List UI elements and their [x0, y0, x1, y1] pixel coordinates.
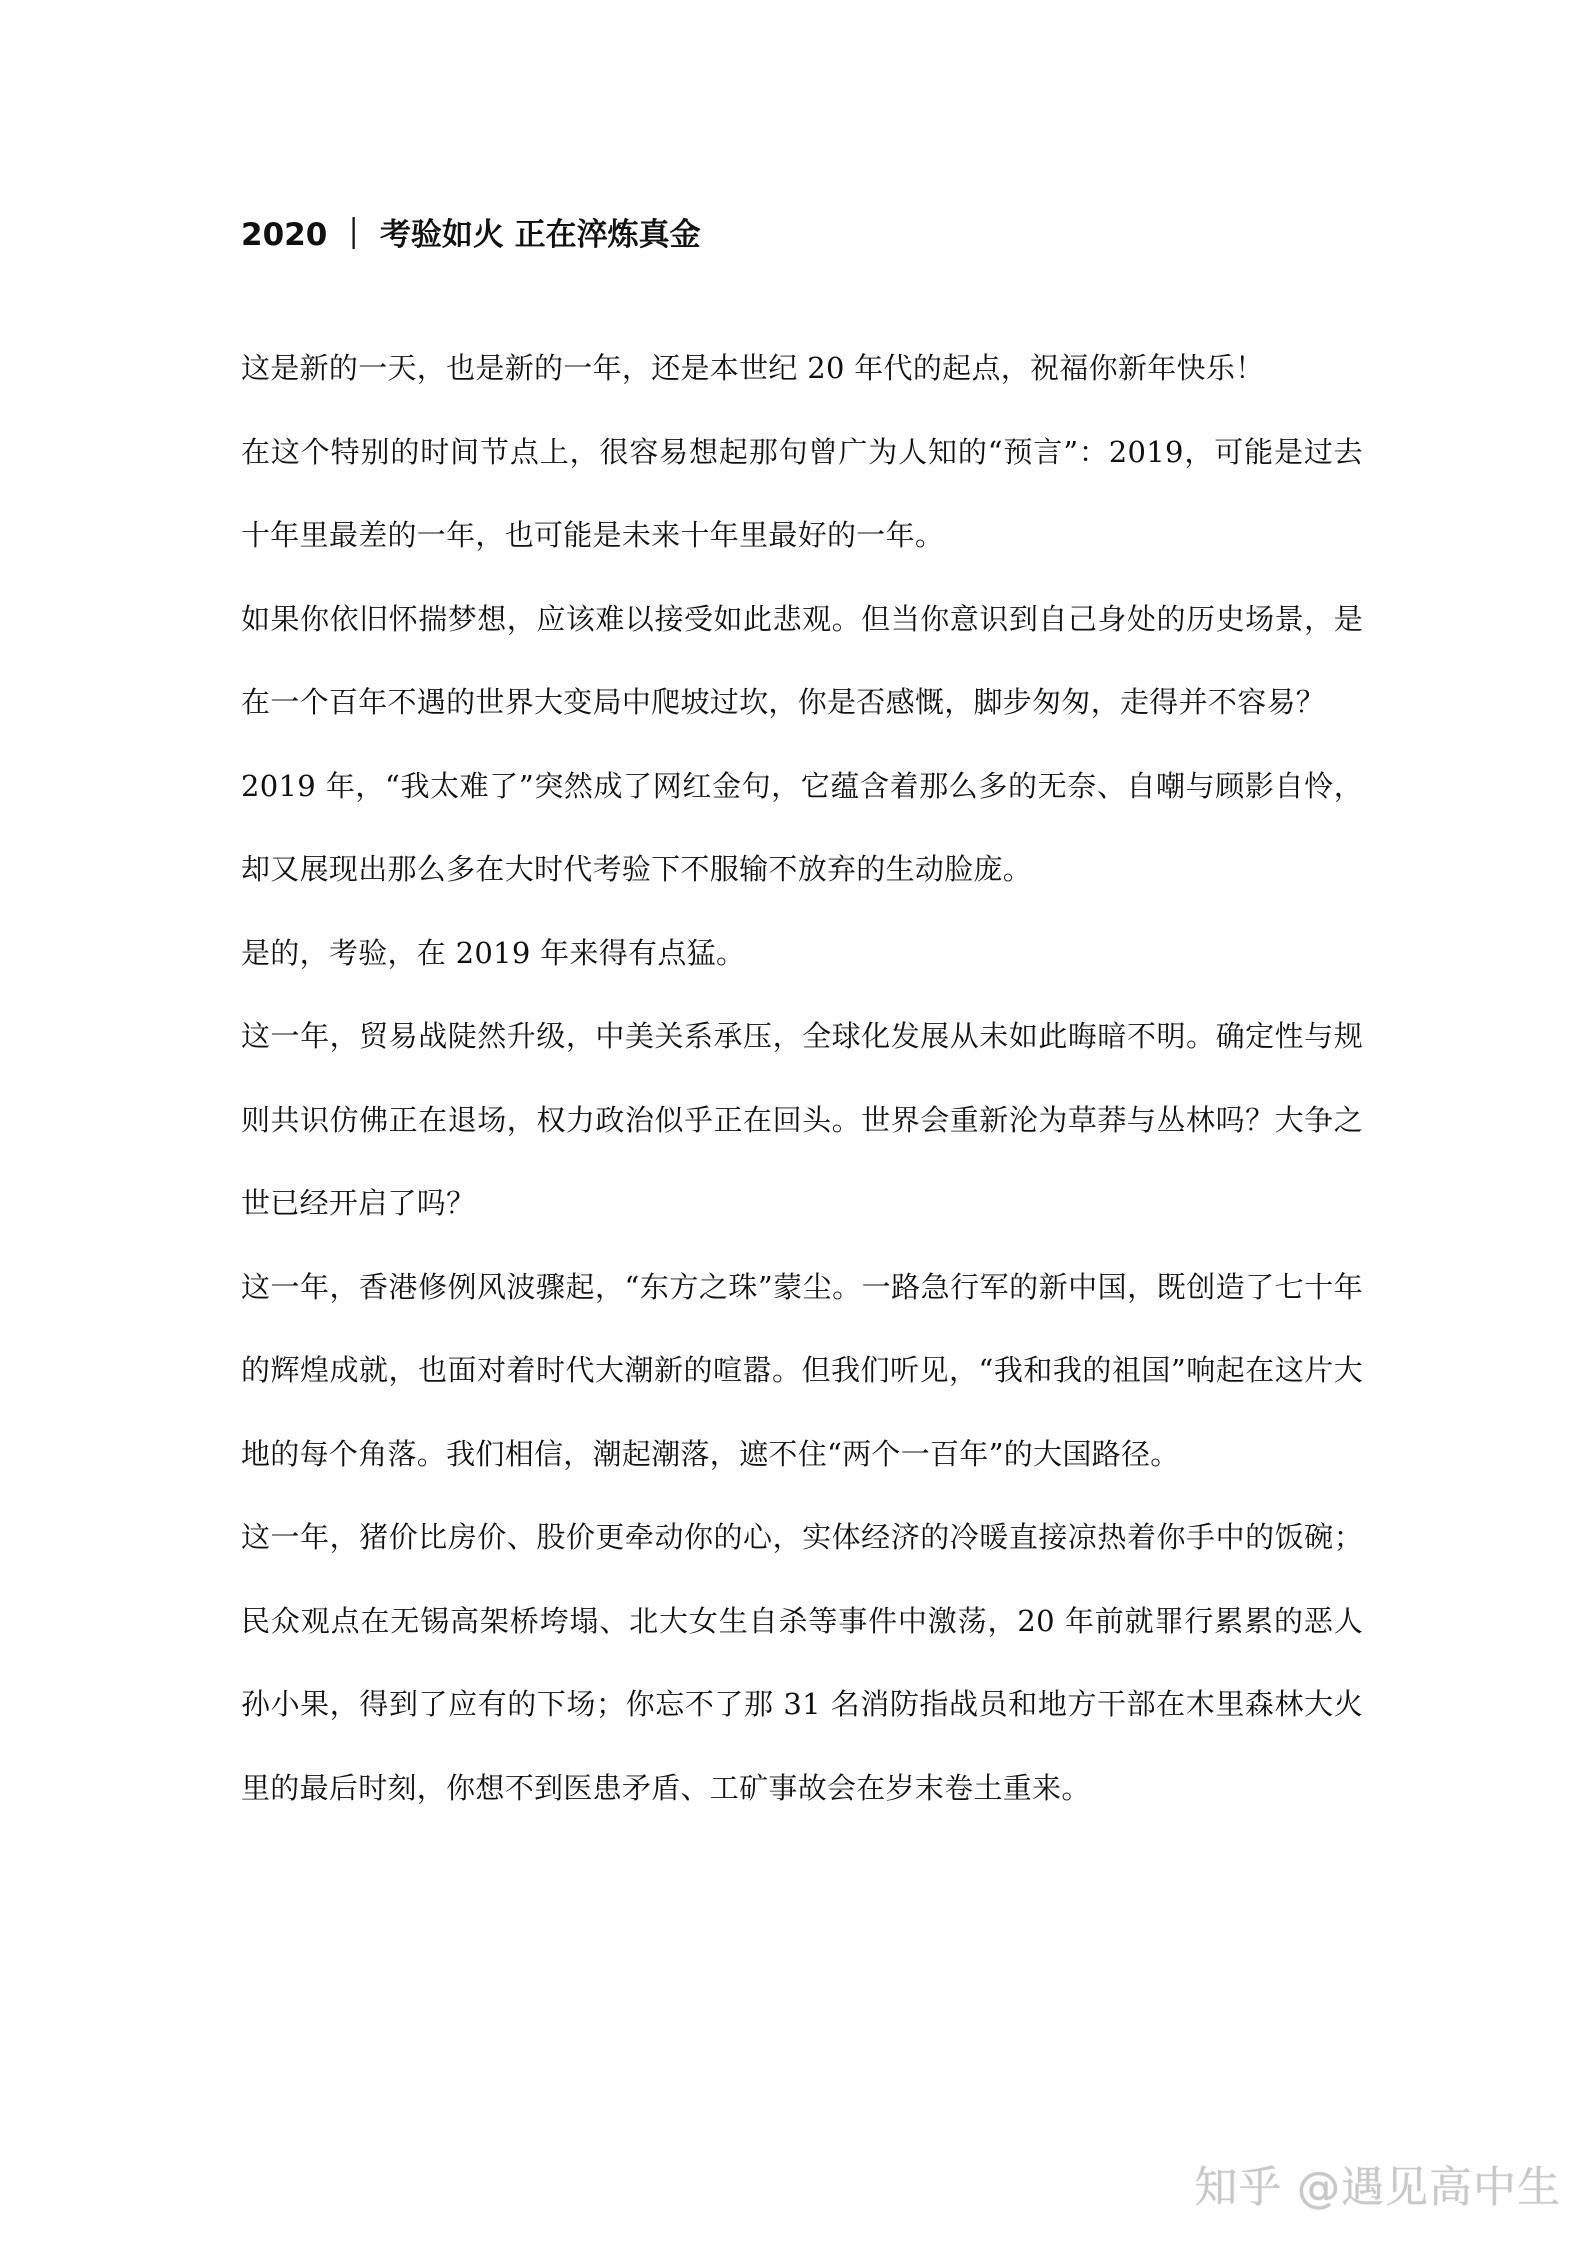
paragraph-hong-kong: 这一年，香港修例风波骤起，“东方之珠”蒙尘。一路急行军的新中国，既创造了七十年的辉煌成就，也面对着时代大潮新的喧嚣。但我们听见，“我和我的祖国”响起在这片大地的每个角落。我们相信，潮起潮落，遮不住“两个一百年”的大国路径。 [241, 1269, 1363, 1471]
zhihu-watermark: 知乎 @遇见高中生 [1194, 2163, 1561, 2213]
paragraph-pork-price: 这一年，猪价比房价、股价更牵动你的心，实体经济的冷暖直接凉热着你手中的饭碗；民众观点在无锡高架桥垮塌、北大女生自杀等事件中激荡，20 年前就罪行累累的恶人孙小果，得到了应有的下场；你忘不了那 31 名消防指战员和地方干部在木里森林大火里的最后时刻，你想不到医患矛盾、工矿事故会在岁末卷土重来。 [241, 1520, 1363, 1805]
paragraph-new-year: 这是新的一天，也是新的一年，还是本世纪 20 年代的起点，祝福你新年快乐！ [241, 351, 1265, 385]
paragraph-prophecy: 在这个特别的时间节点上，很容易想起那句曾广为人知的“预言”：2019，可能是过去十年里最差的一年，也可能是未来十年里最好的一年。 [241, 434, 1363, 552]
article-body [241, 327, 1363, 1830]
article-title: 2020 ｜ 考验如火 正在淬炼真金 [241, 217, 701, 253]
paragraph-test: 是的，考验，在 2019 年来得有点猛。 [241, 935, 746, 970]
paragraph-too-hard: 2019 年，“我太难了”突然成了网红金句，它蕴含着那么多的无奈、自嘲与顾影自怜，却又展现出那么多在大时代考验下不服输不放弃的生动脸庞。 [241, 768, 1363, 886]
paragraph-dream: 如果你依旧怀揣梦想，应该难以接受如此悲观。但当你意识到自己身处的历史场景，是在一个百年不遇的世界大变局中爬坡过坎，你是否感慨，脚步匆匆，走得并不容易？ [241, 601, 1363, 719]
paragraph-trade-war: 这一年，贸易战陡然升级，中美关系承压，全球化发展从未如此晦暗不明。确定性与规则共识仿佛正在退场，权力政治似乎正在回头。世界会重新沦为草莽与丛林吗？大争之世已经开启了吗？ [241, 1019, 1363, 1220]
